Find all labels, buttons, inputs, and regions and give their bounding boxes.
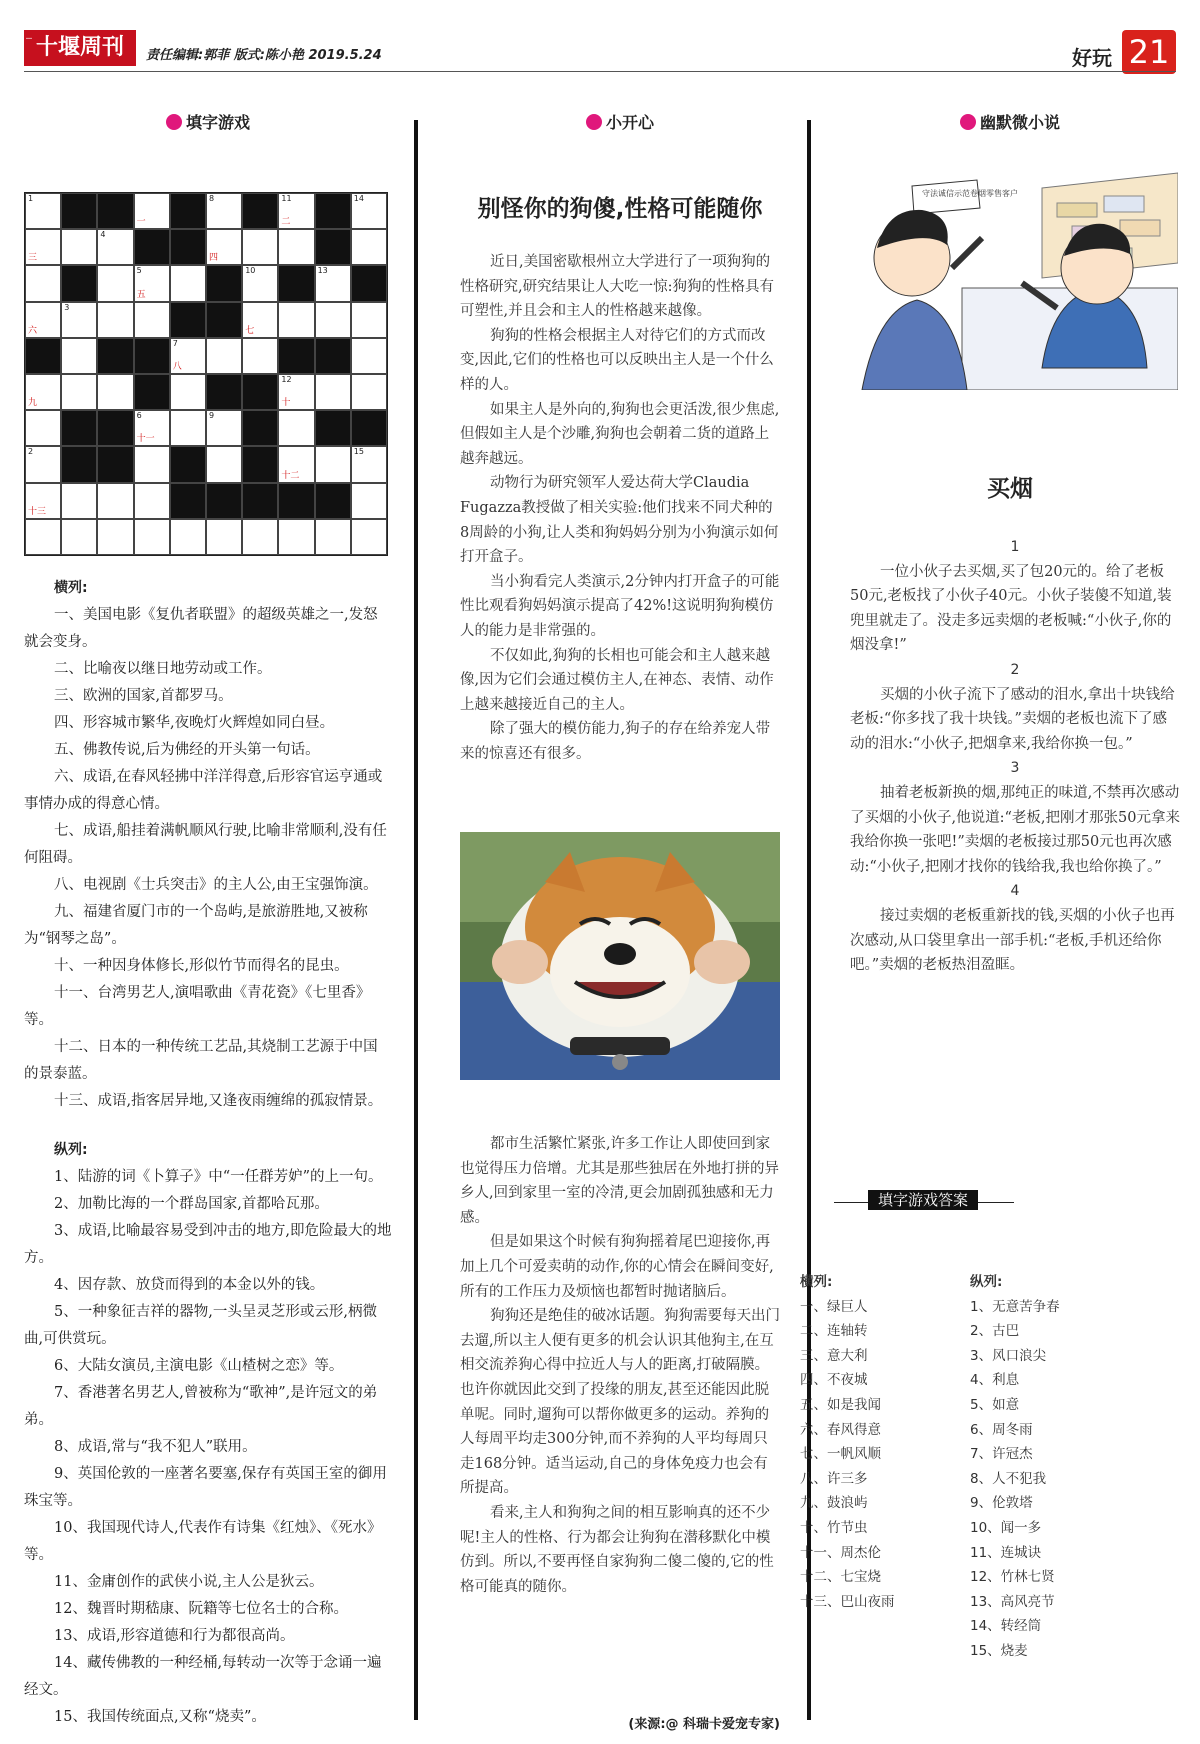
grid-cell-black — [97, 193, 133, 229]
text-line: 三、欧洲的国家,首都罗马。 — [54, 688, 233, 704]
text-line: 4、因存款、放贷而得到的本金以外的钱。 — [54, 1277, 325, 1293]
grid-cell-black — [61, 265, 97, 301]
text-line: 十三、成语,指客居异地,又逢夜雨缠绵的孤寂情景。 — [54, 1093, 383, 1109]
text-line: 15、我国传统面点,又称“烧卖”。 — [54, 1709, 266, 1725]
grid-cell — [61, 302, 97, 338]
text-line: 七、成语,船挂着满帆顺风行驶,比喻非常顺利,没有任何阻碍。 — [24, 823, 387, 866]
text-line: 都市生活繁忙紧张,许多工作让人即使回到家也觉得压力倍增。尤其是那些独居在外地打拼的异乡人,回到家里一室的冷清,更会加剧孤独感和无力感。 — [460, 1136, 779, 1226]
text-line: 十三、巴山夜雨 — [800, 1593, 895, 1610]
cell-clue-mark: 一 — [136, 217, 146, 228]
grid-cell-black — [61, 193, 97, 229]
grid-cell — [170, 338, 206, 374]
cell-clue-mark: 十三 — [28, 506, 47, 517]
grid-cell — [351, 446, 387, 482]
cell-clue-mark: 九 — [28, 398, 38, 409]
cell-clue-mark: 二 — [281, 217, 291, 228]
grid-cell — [25, 519, 61, 555]
grid-cell-black — [315, 338, 351, 374]
story-title: 买烟 — [987, 476, 1033, 502]
bullet-dot-icon — [166, 114, 182, 130]
grid-cell — [206, 193, 242, 229]
cell-clue-mark: 十 — [281, 398, 291, 409]
grid-cell — [278, 302, 314, 338]
grid-cell-black — [170, 302, 206, 338]
answers-down-list — [970, 1295, 1150, 1664]
grid-cell — [61, 374, 97, 410]
text-line: 13、高风亮节 — [970, 1593, 1055, 1610]
grid-cell — [242, 302, 278, 338]
text-line: 3、成语,比喻最容易受到冲击的地方,即危险最大的地方。 — [24, 1223, 392, 1266]
editor-credits: 责任编辑:郭菲 版式:陈小艳 2019.5.24 — [146, 48, 382, 63]
grid-cell — [351, 483, 387, 519]
grid-cell — [278, 519, 314, 555]
article-title: 别怪你的狗傻,性格可能随你 — [477, 196, 763, 222]
grid-cell-black — [97, 338, 133, 374]
text-line: 2、古巴 — [970, 1323, 1020, 1340]
grid-cell — [25, 302, 61, 338]
grid-cell — [278, 229, 314, 265]
text-line: 十一、台湾男艺人,演唱歌曲《青花瓷》《七里香》等。 — [24, 985, 371, 1028]
shop-sign-line1: 守法诚信示范卷烟零售客户 — [922, 189, 1018, 198]
story-paragraph: 抽着老板新换的烟,那纯正的味道,不禁再次感动了买烟的小伙子,他说道:“老板,把刚才那张50元拿来我给你换一张吧!”卖烟的老板接过那50元也再次感动:“小伙子,把刚才找你的钱给我,我也给你换了。” — [850, 784, 1180, 875]
answers-heading: 填字游戏答案 — [868, 1190, 978, 1210]
text-line: 九、鼓浪屿 — [800, 1495, 868, 1512]
grid-cell — [351, 519, 387, 555]
text-line: 四、不夜城 — [800, 1372, 868, 1389]
text-line: 9、英国伦敦的一座著名要塞,保存有英国王室的御用珠宝等。 — [24, 1466, 387, 1509]
text-line: 1、陆游的词《卜算子》中“一任群芳妒”的上一句。 — [54, 1169, 383, 1185]
cell-clue-mark: 四 — [209, 253, 219, 264]
column-divider-left — [414, 120, 418, 1720]
shiba-dog-photo — [460, 832, 780, 1080]
grid-cell — [97, 302, 133, 338]
answers-down-heading: 纵列: — [970, 1274, 1003, 1290]
grid-cell — [97, 229, 133, 265]
text-line: 五、如是我闻 — [800, 1396, 881, 1413]
cell-number: 10 — [245, 266, 256, 276]
grid-cell-black — [170, 229, 206, 265]
bullet-dot-icon — [586, 114, 602, 130]
down-heading: 纵列: — [54, 1142, 88, 1158]
grid-cell-black — [242, 410, 278, 446]
grid-cell-black — [134, 229, 170, 265]
crossword-grid — [24, 192, 388, 556]
text-line: 八、许三多 — [800, 1470, 868, 1487]
text-line: 十二、七宝烧 — [800, 1569, 881, 1586]
grid-cell — [315, 519, 351, 555]
grid-cell — [242, 229, 278, 265]
grid-cell — [351, 374, 387, 410]
section-label: 小开心 — [605, 113, 654, 132]
grid-cell-black — [134, 374, 170, 410]
story-body — [850, 535, 1180, 978]
cell-number: 12 — [281, 375, 292, 384]
grid-cell — [315, 302, 351, 338]
text-line: 9、伦敦塔 — [970, 1495, 1033, 1512]
grid-cell — [278, 410, 314, 446]
grid-cell-black — [206, 374, 242, 410]
grid-cell — [61, 338, 97, 374]
text-line: 6、大陆女演员,主演电影《山楂树之恋》等。 — [54, 1358, 344, 1374]
grid-cell — [134, 193, 170, 229]
grid-cell — [25, 193, 61, 229]
grid-cell — [315, 265, 351, 301]
grid-cell — [25, 374, 61, 410]
text-line: 7、许冠杰 — [970, 1446, 1033, 1463]
story-part-number: 2 — [1010, 661, 1020, 678]
grid-cell — [242, 338, 278, 374]
grid-cell — [170, 265, 206, 301]
story-column — [800, 110, 1180, 1659]
grid-cell — [315, 374, 351, 410]
cell-number: 13 — [317, 266, 328, 276]
text-line: 十二、日本的一种传统工艺品,其烧制工艺源于中国的景泰蓝。 — [24, 1039, 378, 1082]
grid-cell — [315, 446, 351, 482]
cell-number: 7 — [172, 338, 178, 348]
grid-cell-black — [97, 410, 133, 446]
grid-cell-black — [134, 338, 170, 374]
grid-cell — [25, 265, 61, 301]
text-line: 1、无意苦争春 — [970, 1298, 1060, 1315]
text-line: 六、成语,在春风轻拂中洋洋得意,后形容官运亨通或事情办成的得意心情。 — [24, 769, 383, 812]
grid-cell — [97, 374, 133, 410]
text-line: 14、转经筒 — [970, 1618, 1042, 1635]
answers-across-heading: 横列: — [800, 1274, 833, 1290]
text-line: 11、连城诀 — [970, 1544, 1042, 1561]
article-body-top — [460, 250, 780, 766]
text-line: 如果主人是外向的,狗狗也会更活泼,很少焦虑,但假如主人是个沙雕,狗狗也会朝着二货的道路上越奔越远。 — [460, 401, 780, 467]
text-line: 2、加勒比海的一个群岛国家,首都哈瓦那。 — [54, 1196, 329, 1212]
text-line: 四、形容城市繁华,夜晚灯火辉煌如同白昼。 — [54, 715, 335, 731]
answers-down — [970, 1270, 1150, 1664]
grid-cell — [25, 229, 61, 265]
text-line: 8、人不犯我 — [970, 1470, 1047, 1487]
grid-cell-black — [206, 483, 242, 519]
grid-cell-black — [25, 338, 61, 374]
text-line: 狗狗的性格会根据主人对待它们的方式而改变,因此,它们的性格也可以反映出主人是一个什么样的人。 — [460, 327, 774, 393]
grid-cell — [242, 519, 278, 555]
grid-cell-black — [351, 265, 387, 301]
cell-number: 5 — [136, 266, 142, 276]
section-header-fun — [460, 110, 780, 140]
grid-cell — [25, 410, 61, 446]
section-label: 幽默微小说 — [979, 113, 1060, 132]
text-line: 一、绿巨人 — [800, 1298, 868, 1315]
crossword-column — [24, 110, 392, 1725]
section-label: 填字游戏 — [185, 113, 250, 132]
article-body-bottom — [460, 1132, 780, 1599]
text-line: 六、春风得意 — [800, 1421, 881, 1438]
grid-cell — [170, 374, 206, 410]
article-column — [460, 110, 780, 1732]
text-line: 12、魏晋时期嵇康、阮籍等七位名士的合称。 — [54, 1601, 348, 1617]
cell-clue-mark: 六 — [28, 325, 38, 336]
text-line: 二、连轴转 — [800, 1323, 868, 1340]
grid-cell-black — [278, 265, 314, 301]
grid-cell — [206, 410, 242, 446]
text-line: 一、美国电影《复仇者联盟》的超级英雄之一,发怒就会变身。 — [24, 607, 378, 650]
text-line: 13、成语,形容道德和行为都很高尚。 — [54, 1628, 295, 1644]
grid-cell-black — [61, 446, 97, 482]
grid-cell — [278, 446, 314, 482]
cartoon-shop-illustration — [842, 168, 1178, 390]
grid-cell — [170, 410, 206, 446]
answers-across — [800, 1270, 950, 1614]
cell-clue-mark: 七 — [245, 325, 255, 336]
story-part-number: 3 — [1010, 760, 1020, 777]
across-heading: 横列: — [54, 580, 88, 596]
story-part-number: 4 — [1010, 883, 1020, 900]
grid-cell-black — [278, 483, 314, 519]
grid-cell — [206, 229, 242, 265]
text-line: 八、电视剧《士兵突击》的主人公,由王宝强饰演。 — [54, 877, 378, 893]
across-clue-list — [24, 602, 392, 1115]
grid-cell-black — [278, 338, 314, 374]
grid-cell-black — [242, 446, 278, 482]
grid-cell-black — [97, 446, 133, 482]
grid-cell — [206, 338, 242, 374]
grid-cell-black — [170, 483, 206, 519]
cell-number: 2 — [28, 447, 34, 457]
cell-number: 15 — [353, 447, 364, 457]
grid-cell — [278, 374, 314, 410]
grid-cell-black — [351, 410, 387, 446]
grid-cell — [25, 446, 61, 482]
down-clue-list — [24, 1164, 392, 1731]
grid-cell-black — [315, 410, 351, 446]
cell-clue-mark: 三 — [28, 253, 38, 264]
text-line: 5、如意 — [970, 1396, 1020, 1413]
grid-cell-black — [206, 302, 242, 338]
grid-cell-black — [170, 446, 206, 482]
cell-number: 1 — [28, 194, 34, 203]
grid-cell — [206, 519, 242, 555]
text-line: 11、金庸创作的武侠小说,主人公是狄云。 — [54, 1574, 324, 1590]
grid-cell — [61, 519, 97, 555]
crossword-clues — [24, 575, 392, 1731]
text-line: 二、比喻夜以继日地劳动或工作。 — [54, 661, 272, 677]
text-line: 三、意大利 — [800, 1347, 868, 1364]
text-line: 5、一种象征吉祥的器物,一头呈灵芝形或云形,柄微曲,可供赏玩。 — [24, 1304, 377, 1347]
cell-number: 11 — [281, 194, 292, 203]
text-line: 十、一种因身体修长,形似竹节而得名的昆虫。 — [54, 958, 349, 974]
bullet-dot-icon — [960, 114, 976, 130]
grid-cell — [134, 302, 170, 338]
grid-cell — [61, 483, 97, 519]
grid-cell — [61, 229, 97, 265]
grid-cell — [242, 265, 278, 301]
grid-cell — [351, 302, 387, 338]
grid-cell — [134, 483, 170, 519]
text-line: 不仅如此,狗狗的长相也可能会和主人越来越像,因为它们会通过模仿主人,在神态、表情、动作上越来越接近自己的主人。 — [460, 647, 774, 713]
text-line: 10、闻一多 — [970, 1519, 1042, 1536]
section-header-crossword — [24, 110, 392, 140]
text-line: 狗狗还是绝佳的破冰话题。狗狗需要每天出门去遛,所以主人便有更多的机会认识其他狗主,在互相交流养狗心得中拉近人与人的距离,打破隔膜。也许你就因此交到了投缘的朋友,甚至还能因此脱单呢。同时,遛狗可以帮你做更多的运动。养狗的人每周平均走300分钟,而不养狗的人平均每周只走168分钟。适当运动,自己的身体免疫力也会有所提高。 — [460, 1308, 780, 1497]
masthead-logo — [24, 30, 136, 66]
grid-cell — [351, 193, 387, 229]
text-line: 动物行为研究领军人爱达荷大学Claudia Fugazza教授做了相关实验:他们找来不同犬种的8周龄的小狗,让人类和狗妈妈分别为小狗演示如何打开盒子。 — [460, 475, 779, 566]
logo-small-text: … — [26, 34, 32, 41]
story-paragraph: 买烟的小伙子流下了感动的泪水,拿出十块钱给老板:“你多找了我十块钱。”卖烟的老板也流下了感动的泪水:“小伙子,把烟拿来,我给你换一包。” — [850, 686, 1175, 752]
grid-cell-black — [315, 229, 351, 265]
cell-clue-mark: 五 — [136, 289, 146, 300]
cell-clue-mark: 十二 — [281, 470, 300, 481]
grid-cell-black — [206, 265, 242, 301]
grid-cell-black — [315, 193, 351, 229]
grid-cell — [351, 229, 387, 265]
answers-header — [834, 1190, 1014, 1210]
section-header-humor — [842, 110, 1178, 140]
text-line: 6、周冬雨 — [970, 1421, 1033, 1438]
text-line: 7、香港著名男艺人,曾被称为“歌神”,是许冠文的弟弟。 — [24, 1385, 378, 1428]
article-source: (来源:@ 科瑞卡爱宠专家) — [628, 1717, 780, 1732]
text-line: 14、藏传佛教的一种经桶,每转动一次等于念诵一遍经文。 — [24, 1655, 382, 1698]
text-line: 七、一帆风顺 — [800, 1446, 881, 1463]
grid-cell-black — [242, 374, 278, 410]
grid-cell — [351, 338, 387, 374]
grid-cell-black — [170, 193, 206, 229]
grid-cell-black — [242, 483, 278, 519]
text-line: 4、利息 — [970, 1372, 1020, 1389]
masthead — [24, 30, 1176, 74]
grid-cell — [206, 446, 242, 482]
logo-text: 十堰周刊 — [35, 35, 124, 60]
grid-cell-black — [61, 410, 97, 446]
text-line: 10、我国现代诗人,代表作有诗集《红烛》、《死水》等。 — [24, 1520, 382, 1563]
cell-number: 14 — [353, 194, 364, 203]
text-line: 除了强大的模仿能力,狗子的存在给养宠人带来的惊喜还有很多。 — [460, 721, 771, 762]
grid-cell — [97, 265, 133, 301]
grid-cell — [134, 265, 170, 301]
story-paragraph: 一位小伙子去买烟,买了包20元的。给了老板50元,老板找了小伙子40元。小伙子装傻不知道,装兜里就走了。没走多远卖烟的老板喊:“小伙子,你的烟没拿!” — [850, 563, 1172, 654]
cell-number: 3 — [64, 302, 70, 312]
grid-cell — [97, 483, 133, 519]
grid-cell — [25, 483, 61, 519]
story-paragraph: 接过卖烟的老板重新找的钱,买烟的小伙子也再次感动,从口袋里拿出一部手机:“老板,手机还给你吧。”卖烟的老板热泪盈眶。 — [850, 907, 1175, 974]
cell-number: 8 — [209, 194, 215, 203]
text-line: 十一、周杰伦 — [800, 1544, 881, 1561]
grid-cell — [97, 519, 133, 555]
text-line: 15、烧麦 — [970, 1642, 1028, 1659]
grid-cell — [170, 519, 206, 555]
text-line: 十、竹节虫 — [800, 1519, 868, 1536]
cell-number: 4 — [100, 230, 106, 240]
grid-cell-black — [242, 193, 278, 229]
text-line: 3、风口浪尖 — [970, 1347, 1047, 1364]
story-part-number: 1 — [1010, 539, 1020, 555]
grid-cell — [134, 446, 170, 482]
cell-clue-mark: 十一 — [136, 434, 155, 445]
text-line: 当小狗看完人类演示,2分钟内打开盒子的可能性比观看狗妈妈演示提高了42%!这说明狗狗模仿人的能力是非常强的。 — [460, 573, 780, 639]
page-number: 21 — [1122, 30, 1176, 74]
answers-across-list — [800, 1295, 950, 1615]
text-line: 九、福建省厦门市的一个岛屿,是旅游胜地,又被称为“钢琴之岛”。 — [24, 904, 368, 947]
grid-cell-black — [315, 483, 351, 519]
text-line: 五、佛教传说,后为佛经的开头第一句话。 — [54, 742, 320, 758]
section-name: 好玩 — [1072, 46, 1112, 70]
grid-cell — [134, 410, 170, 446]
cell-number: 6 — [136, 411, 142, 421]
text-line: 但是如果这个时候有狗狗摇着尾巴迎接你,再加上几个可爱卖萌的动作,你的心情会在瞬间变好,所有的工作压力及烦恼也都暂时抛诸脑后。 — [460, 1234, 774, 1300]
cell-number: 9 — [209, 411, 215, 421]
text-line: 12、竹林七贤 — [970, 1569, 1055, 1586]
cell-clue-mark: 八 — [172, 362, 182, 372]
masthead-rule — [24, 71, 1176, 72]
text-line: 看来,主人和狗狗之间的相互影响真的还不少呢!主人的性格、行为都会让狗狗在潜移默化中模仿到。所以,不要再怪自家狗狗二傻二傻的,它的性格可能真的随你。 — [460, 1504, 774, 1595]
grid-cell — [278, 193, 314, 229]
text-line: 8、成语,常与“我不犯人”联用。 — [54, 1439, 257, 1455]
grid-cell — [134, 519, 170, 555]
text-line: 近日,美国密歇根州立大学进行了一项狗狗的性格研究,研究结果让人大吃一惊:狗狗的性格具有可塑性,并且会和主人的性格越来越像。 — [460, 254, 774, 320]
